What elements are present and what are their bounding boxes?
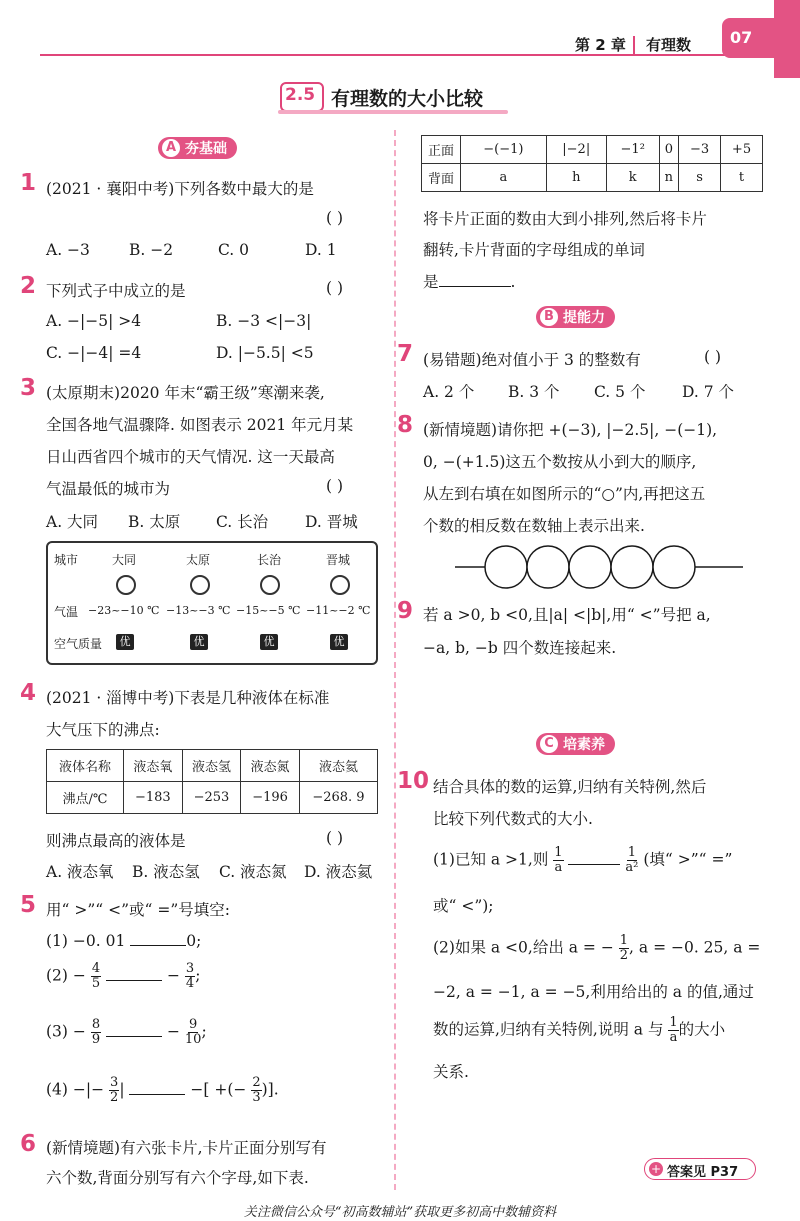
sun-icon xyxy=(330,575,350,595)
q6-card-table xyxy=(421,135,763,192)
section-number: 2.5 xyxy=(285,85,316,105)
table-row xyxy=(47,750,378,782)
q3-line-3: 日山西省四个城市的天气情况. 这一天最高 xyxy=(46,448,335,466)
q4-number: 4 xyxy=(20,680,37,706)
q10-p2-l1: (2)如果 a <0,给出 a = − xyxy=(433,938,614,957)
q3-option-d: D. 晋城 xyxy=(305,513,358,531)
q10-part-2 xyxy=(433,934,760,963)
q3-line-4: 气温最低的城市为 xyxy=(46,480,171,498)
badge-a-label: 夯基础 xyxy=(185,141,227,157)
table-cell: −3 xyxy=(679,136,721,164)
q10-p2-l1b: , a = −0. 25, a = xyxy=(629,938,761,957)
weather-quality-label: 空气质量 xyxy=(54,637,103,651)
table-header-cell: 液体名称 xyxy=(47,750,124,782)
q4-option-b: B. 液态氢 xyxy=(132,863,200,881)
badge-a-letter: A xyxy=(162,139,180,157)
numerator: 4 xyxy=(91,961,101,976)
table-header-cell: 液态氦 xyxy=(299,750,377,782)
table-header-cell: 液态氢 xyxy=(182,750,241,782)
fraction xyxy=(185,962,195,991)
q5-number: 5 xyxy=(20,892,37,918)
q5-part-1 xyxy=(46,932,201,950)
plus-icon: + xyxy=(650,1162,662,1176)
numerator: 2 xyxy=(252,1075,261,1090)
table-cell: |−2| xyxy=(546,136,606,164)
q5-p3-blank[interactable] xyxy=(106,1036,162,1037)
q9-line-2: −a, b, −b 四个数连接起来. xyxy=(423,639,617,657)
q8-line-1: (新情境题)请你把 +(−3), |−2.5|, −(−1), xyxy=(423,421,718,439)
q5-p1-blank[interactable] xyxy=(130,945,186,946)
q3-number: 3 xyxy=(20,375,37,401)
table-row-label: 背面 xyxy=(422,164,461,192)
q2-option-d: D. |−5.5| <5 xyxy=(216,344,314,362)
q2-paren: ( ) xyxy=(326,279,344,297)
table-cell: t xyxy=(721,164,763,192)
q8-line-2: 0, −(+1.5)这五个数按从小到大的顺序, xyxy=(423,453,697,471)
badge-c xyxy=(536,733,615,755)
header-rule xyxy=(40,54,730,56)
q6-cont-1: 将卡片正面的数由大到小排列,然后将卡片 xyxy=(423,210,707,228)
numerator: 1 xyxy=(554,845,563,860)
q7-text: (易错题)绝对值小于 3 的整数有 xyxy=(423,351,641,369)
q6-cont-3 xyxy=(423,270,515,292)
badge-c-letter: C xyxy=(540,735,558,753)
q5-p2-mid: − xyxy=(166,966,180,985)
q1-option-a: A. −3 xyxy=(46,241,90,259)
q7-option-d: D. 7 个 xyxy=(682,383,735,401)
answer-label: 答案见 P37 xyxy=(667,1165,739,1180)
table-row xyxy=(47,782,378,814)
weather-temp: −13~−3 ℃ xyxy=(166,604,231,617)
table-cell: s xyxy=(679,164,721,192)
weather-city: 晋城 xyxy=(326,553,351,567)
chapter-separator xyxy=(633,36,635,54)
q10-p2-l3a: 数的运算,归纳有关特例,说明 a 与 xyxy=(433,1020,664,1039)
q6-end: . xyxy=(510,273,516,291)
q8-line-3: 从左到右填在如图所示的“○”内,再把这五 xyxy=(423,485,706,503)
q5-p4-pre: (4) −|− xyxy=(46,1080,105,1099)
table-cell: −1² xyxy=(606,136,659,164)
q5-p4-mid1: | xyxy=(119,1080,125,1099)
fraction xyxy=(625,846,638,875)
q6-cont-2: 翻转,卡片背面的字母组成的单词 xyxy=(423,241,645,259)
q3-option-c: C. 长治 xyxy=(216,513,269,531)
denominator: 9 xyxy=(91,1032,101,1047)
numerator: 3 xyxy=(110,1075,119,1090)
q10-p1-pre: (1)已知 a >1,则 xyxy=(433,850,549,869)
numerator: 8 xyxy=(91,1017,101,1032)
numerator: 1 xyxy=(669,1015,678,1030)
q10-p2-line3 xyxy=(433,1016,725,1045)
q1-text: (2021 · 襄阳中考)下列各数中最大的是 xyxy=(46,180,314,198)
badge-c-label: 培素养 xyxy=(563,737,605,753)
q4-ask: 则沸点最高的液体是 xyxy=(46,832,186,850)
q9-number: 9 xyxy=(397,598,414,624)
q4-option-c: C. 液态氮 xyxy=(219,863,287,881)
q2-option-b: B. −3 <|−3| xyxy=(216,312,312,330)
answer-circle[interactable] xyxy=(527,546,569,588)
weather-box xyxy=(46,541,378,665)
q10-p1-post: (填“ >”“ =” xyxy=(643,850,733,869)
numerator: 1 xyxy=(619,933,629,948)
badge-a xyxy=(158,137,237,159)
q5-p1-post: 0; xyxy=(186,932,202,950)
table-header-cell: 液态氧 xyxy=(124,750,183,782)
column-divider xyxy=(394,130,396,1190)
quality-tag: 优 xyxy=(330,634,348,650)
q6-answer-blank[interactable] xyxy=(439,286,511,287)
q2-number: 2 xyxy=(20,273,37,299)
q6-cont-3-text: 是 xyxy=(423,273,439,291)
q10-number: 10 xyxy=(397,768,430,794)
table-row-label: 正面 xyxy=(422,136,461,164)
q5-part-3 xyxy=(46,1018,207,1047)
q5-p3-mid: − xyxy=(166,1022,180,1041)
answer-circle[interactable] xyxy=(569,546,611,588)
q10-p1-line2: 或“ <”); xyxy=(433,897,494,915)
weather-city-label: 城市 xyxy=(54,553,79,567)
q6-number: 6 xyxy=(20,1131,37,1157)
table-cell: n xyxy=(659,164,678,192)
q7-option-c: C. 5 个 xyxy=(594,383,646,401)
q6-line-2: 六个数,背面分别写有六个字母,如下表. xyxy=(46,1169,309,1187)
q4-line-1: (2021 · 淄博中考)下表是几种液体在标准 xyxy=(46,689,330,707)
answer-circle[interactable] xyxy=(485,546,527,588)
table-cell: −253 xyxy=(182,782,241,814)
q3-paren: ( ) xyxy=(326,477,344,495)
q10-line-1: 结合具体的数的运算,归纳有关特例,然后 xyxy=(433,778,707,796)
q9-line-1: 若 a >0, b <0,且|a| <|b|,用“ <”号把 a, xyxy=(423,606,711,624)
table-row-label: 沸点/℃ xyxy=(47,782,124,814)
q5-p4-end: )]. xyxy=(261,1080,279,1099)
weather-temp-label: 气温 xyxy=(54,605,79,619)
section-underline xyxy=(278,110,508,114)
q3-option-b: B. 太原 xyxy=(128,513,181,531)
q10-p2-line2: −2, a = −1, a = −5,利用给出的 a 的值,通过 xyxy=(433,983,754,1001)
q1-paren: ( ) xyxy=(326,209,344,227)
weather-temp: −15~−5 ℃ xyxy=(236,604,301,617)
denominator: 2 xyxy=(619,948,629,963)
q1-option-c: C. 0 xyxy=(218,241,250,259)
table-row xyxy=(422,164,763,192)
q4-paren: ( ) xyxy=(326,829,344,847)
q8-number: 8 xyxy=(397,412,414,438)
q10-p1-blank[interactable] xyxy=(568,864,620,865)
weather-city: 太原 xyxy=(186,553,211,567)
denominator: a xyxy=(669,1030,678,1045)
fraction xyxy=(553,846,563,875)
edge-decoration xyxy=(774,0,800,78)
q5-p2-blank[interactable] xyxy=(106,980,162,981)
q7-number: 7 xyxy=(397,341,414,367)
q4-option-d: D. 液态氦 xyxy=(304,863,373,881)
denominator: 4 xyxy=(185,976,195,991)
fraction xyxy=(185,1018,202,1047)
q8-circles-figure xyxy=(455,542,743,592)
q7-option-a: A. 2 个 xyxy=(423,383,475,401)
q10-p2-l3b: 的大小 xyxy=(678,1020,726,1039)
weather-city: 大同 xyxy=(112,553,137,567)
numerator: 3 xyxy=(185,961,195,976)
q4-option-a: A. 液态氧 xyxy=(46,863,114,881)
q3-line-1: (太原期末)2020 年末“霸王级”寒潮来袭, xyxy=(46,384,325,402)
sun-icon xyxy=(116,575,136,595)
numerator: 1 xyxy=(627,845,637,860)
sun-icon xyxy=(260,575,280,595)
q2-option-a: A. −|−5| >4 xyxy=(46,312,142,330)
fraction xyxy=(109,1076,119,1105)
sun-icon xyxy=(190,575,210,595)
table-cell: −(−1) xyxy=(461,136,547,164)
q7-option-b: B. 3 个 xyxy=(508,383,560,401)
q8-line-4: 个数的相反数在数轴上表示出来. xyxy=(423,517,645,535)
table-cell: −196 xyxy=(241,782,300,814)
q6-line-1: (新情境题)有六张卡片,卡片正面分别写有 xyxy=(46,1139,327,1157)
q1-number: 1 xyxy=(20,170,37,196)
table-cell: +5 xyxy=(721,136,763,164)
weather-temp: −23~−10 ℃ xyxy=(88,604,160,617)
section-title: 有理数的大小比较 xyxy=(331,88,484,110)
fraction xyxy=(91,1018,101,1047)
q5-p4-mid2: −[ +(− xyxy=(190,1080,247,1099)
q7-paren: ( ) xyxy=(704,348,722,366)
q2-text: 下列式子中成立的是 xyxy=(46,282,186,300)
q3-option-a: A. 大同 xyxy=(46,513,99,531)
q2-option-c: C. −|−4| =4 xyxy=(46,344,142,362)
denominator: 10 xyxy=(184,1032,202,1047)
q10-line-2: 比较下列代数式的大小. xyxy=(433,810,593,828)
table-cell: h xyxy=(546,164,606,192)
badge-b-label: 提能力 xyxy=(563,310,605,326)
q5-p3-pre: (3) − xyxy=(46,1022,86,1041)
table-header-cell: 液态氮 xyxy=(241,750,300,782)
q5-p1-pre: (1) −0. 01 xyxy=(46,932,126,950)
denominator: 3 xyxy=(252,1090,261,1105)
q5-p3-end: ; xyxy=(201,1022,207,1041)
q5-part-2 xyxy=(46,962,200,991)
weather-temp: −11~−2 ℃ xyxy=(306,604,371,617)
q5-part-4 xyxy=(46,1076,279,1105)
q4-boiling-table xyxy=(46,749,378,814)
numerator: 9 xyxy=(189,1017,198,1032)
fraction xyxy=(91,962,101,991)
table-row xyxy=(422,136,763,164)
fraction xyxy=(251,1076,261,1105)
table-cell: 0 xyxy=(659,136,678,164)
denominator: 2 xyxy=(110,1090,119,1105)
answer-circle[interactable] xyxy=(653,546,695,588)
table-cell: a xyxy=(461,164,547,192)
chapter-name: 有理数 xyxy=(646,36,692,54)
fraction xyxy=(619,934,629,963)
quality-tag: 优 xyxy=(116,634,134,650)
q10-part-1 xyxy=(433,846,732,875)
weather-city: 长治 xyxy=(257,553,282,567)
fraction xyxy=(668,1016,678,1045)
q5-p4-blank[interactable] xyxy=(129,1094,185,1095)
page-number: 07 xyxy=(730,28,753,47)
q5-p2-end: ; xyxy=(195,966,201,985)
table-cell: −268. 9 xyxy=(299,782,377,814)
q1-option-d: D. 1 xyxy=(305,241,337,259)
chapter-label: 第 2 章 xyxy=(575,36,626,54)
answer-circle[interactable] xyxy=(611,546,653,588)
q5-text: 用“ >”“ <”或“ =”号填空: xyxy=(46,901,231,919)
footer-note: 关注微信公众号“初高数辅站”获取更多初高中数辅资料 xyxy=(243,1205,557,1220)
table-cell: k xyxy=(606,164,659,192)
quality-tag: 优 xyxy=(260,634,278,650)
q10-p2-line4: 关系. xyxy=(433,1063,469,1081)
q4-line-2: 大气压下的沸点: xyxy=(46,721,160,739)
answer-reference[interactable] xyxy=(644,1158,756,1180)
denominator: 5 xyxy=(91,976,101,991)
badge-b xyxy=(536,306,615,328)
badge-b-letter: B xyxy=(540,308,558,326)
q1-option-b: B. −2 xyxy=(129,241,174,259)
table-cell: −183 xyxy=(124,782,183,814)
denominator: a xyxy=(554,860,563,875)
q5-p2-pre: (2) − xyxy=(46,966,86,985)
q3-line-2: 全国各地气温骤降. 如图表示 2021 年元月某 xyxy=(46,416,354,434)
quality-tag: 优 xyxy=(190,634,208,650)
denominator: a² xyxy=(625,860,639,875)
